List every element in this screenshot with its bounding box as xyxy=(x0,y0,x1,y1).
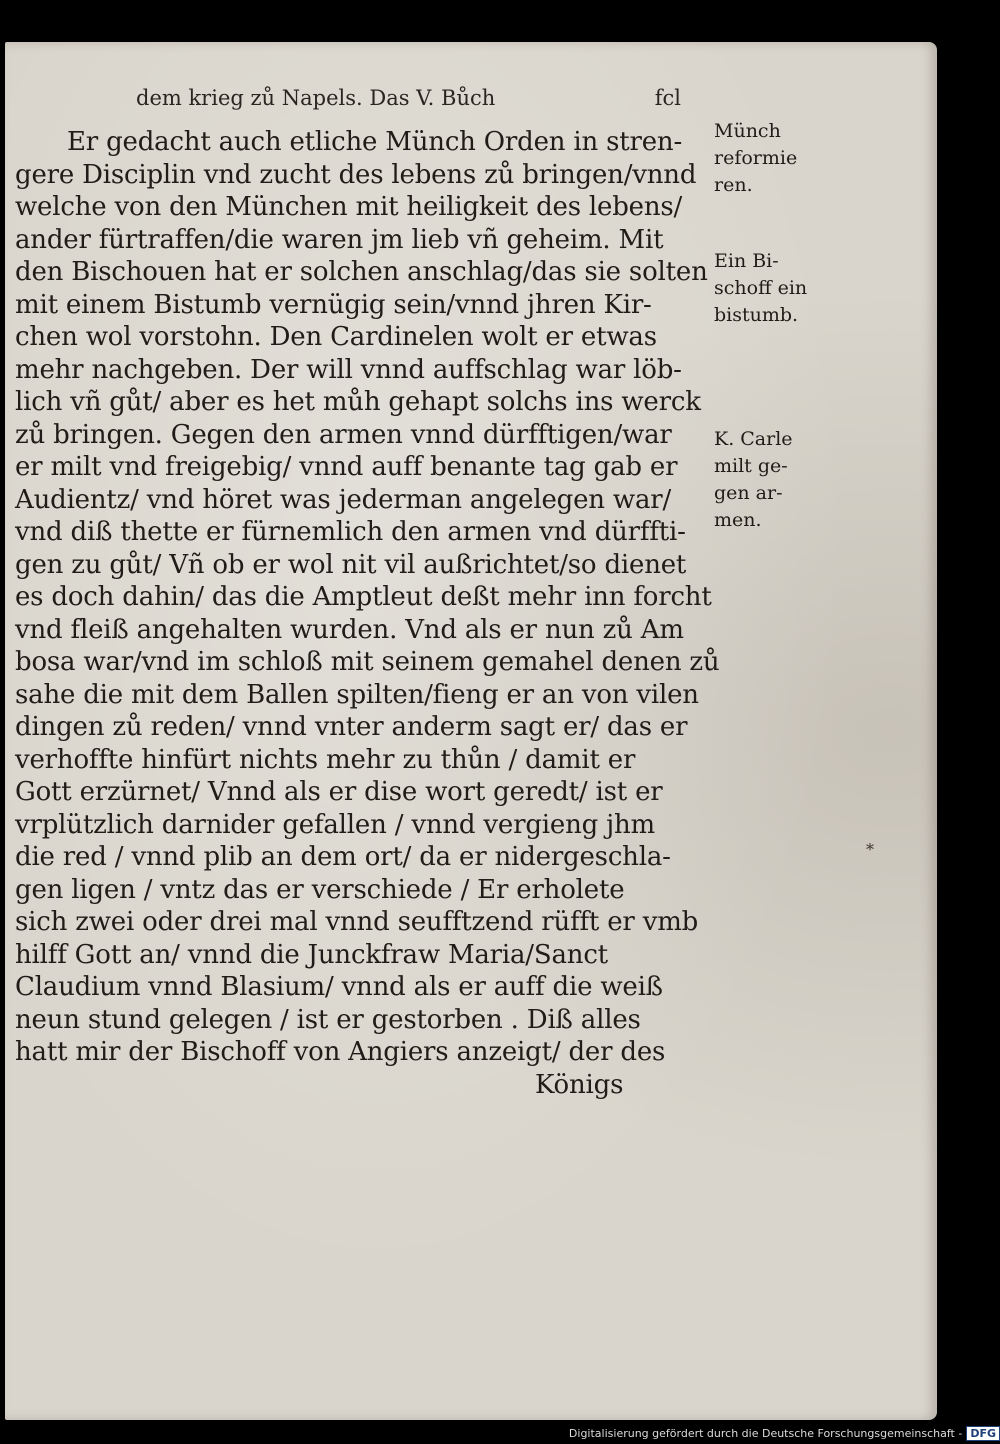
margin-note-line: men. xyxy=(714,509,762,531)
catchword: Königs xyxy=(535,1069,624,1100)
body-line: mehr nachgeben. Der will vnnd auffschlag war löb- xyxy=(15,354,682,385)
body-line: dingen zů reden/ vnnd vnter anderm sagt er/ das er xyxy=(15,712,688,742)
margin-note-line: Ein Bi- xyxy=(714,250,779,272)
margin-note-muench xyxy=(714,118,797,199)
body-line: den Bischouen hat er solchen anschlag/das sie solten xyxy=(15,257,708,287)
margin-note-bischoff xyxy=(714,248,807,329)
body-line: es doch dahin/ das die Amptleut deßt mehr inn forcht xyxy=(15,582,712,612)
margin-note-line: schoff ein xyxy=(714,277,808,299)
body-line: mit einem Bistumb vernügig sein/vnnd jhren Kir- xyxy=(15,289,652,320)
body-line: zů bringen. Gegen den armen vnnd dürfftigen/war xyxy=(15,419,672,450)
body-line: lich vñ gůt/ aber es het můh gehapt solchs ins werck xyxy=(15,387,701,417)
body-line: vrplützlich darnider gefallen / vnnd vergieng jhm xyxy=(15,809,655,840)
body-line: hilff Gott an/ vnnd die Junckfraw Maria/Sanct xyxy=(15,939,608,970)
body-line: gen ligen / vntz das er verschiede / Er erholete xyxy=(15,874,625,905)
body-line: Audientz/ vnd höret was jederman angelegen war/ xyxy=(15,484,672,515)
speck-mark: * xyxy=(866,840,874,859)
body-line: gen zu gůt/ Vñ ob er wol nit vil außrichtet/so dienet xyxy=(15,549,687,580)
body-line: neun stund gelegen / ist er gestorben . Diß alles xyxy=(15,1004,641,1035)
body-line: Gott erzürnet/ Vnnd als er dise wort geredt/ ist er xyxy=(15,777,663,807)
margin-note-line: K. Carle xyxy=(714,428,793,450)
page-header xyxy=(136,86,681,110)
body-text xyxy=(15,126,720,1101)
dfg-logo-icon: DFG xyxy=(966,1426,1000,1441)
margin-note-line: gen ar- xyxy=(714,482,783,504)
body-line: sich zwei oder drei mal vnnd seufftzend rüfft er vmb xyxy=(15,907,699,937)
body-line: verhoffte hinfürt nichts mehr zu thůn / damit er xyxy=(15,744,636,775)
margin-note-line: Münch xyxy=(714,120,781,142)
margin-note-line: milt ge- xyxy=(714,455,788,477)
body-line: vnd fleiß angehalten wurden. Vnd als er nun zů Am xyxy=(15,614,684,645)
margin-note-line: bistumb. xyxy=(714,304,799,326)
body-line: welche von den München mit heiligkeit des lebens/ xyxy=(15,192,683,222)
body-line: die red / vnnd plib an dem ort/ da er nidergeschla- xyxy=(15,842,671,872)
body-line: chen wol vorstohn. Den Cardinelen wolt er etwas xyxy=(15,322,657,352)
margin-note-line: ren. xyxy=(714,174,753,196)
body-line: ander fürtraffen/die waren jm lieb vñ geheim. Mit xyxy=(15,224,664,255)
body-line: Er gedacht auch etliche Münch Orden in stren- xyxy=(67,127,683,157)
body-line: hatt mir der Bischoff von Angiers anzeigt/ der des xyxy=(15,1037,666,1067)
body-line: bosa war/vnd im schloß mit seinem gemahel denen zů xyxy=(15,647,720,677)
body-line: er milt vnd freigebig/ vnnd auff benante tag gab er xyxy=(15,452,678,482)
footer-credit xyxy=(568,1423,1000,1443)
body-line: vnd diß thette er fürnemlich den armen vnd dürffti- xyxy=(15,517,686,547)
margin-note-line: reformie xyxy=(714,147,798,169)
folio-number: fcl xyxy=(654,86,681,110)
running-title: dem krieg zů Napels. Das V. Bůch xyxy=(136,86,496,110)
margin-note-carle xyxy=(714,426,793,534)
body-line: Claudium vnnd Blasium/ vnnd als er auff die weiß xyxy=(15,972,663,1002)
body-line: sahe die mit dem Ballen spilten/fieng er an von vilen xyxy=(15,679,699,710)
footer-credit-text: Digitalisierung gefördert durch die Deutsche Forschungsgemeinschaft - xyxy=(568,1426,963,1440)
body-line: gere Disciplin vnd zucht des lebens zů bringen/vnnd xyxy=(15,159,697,190)
